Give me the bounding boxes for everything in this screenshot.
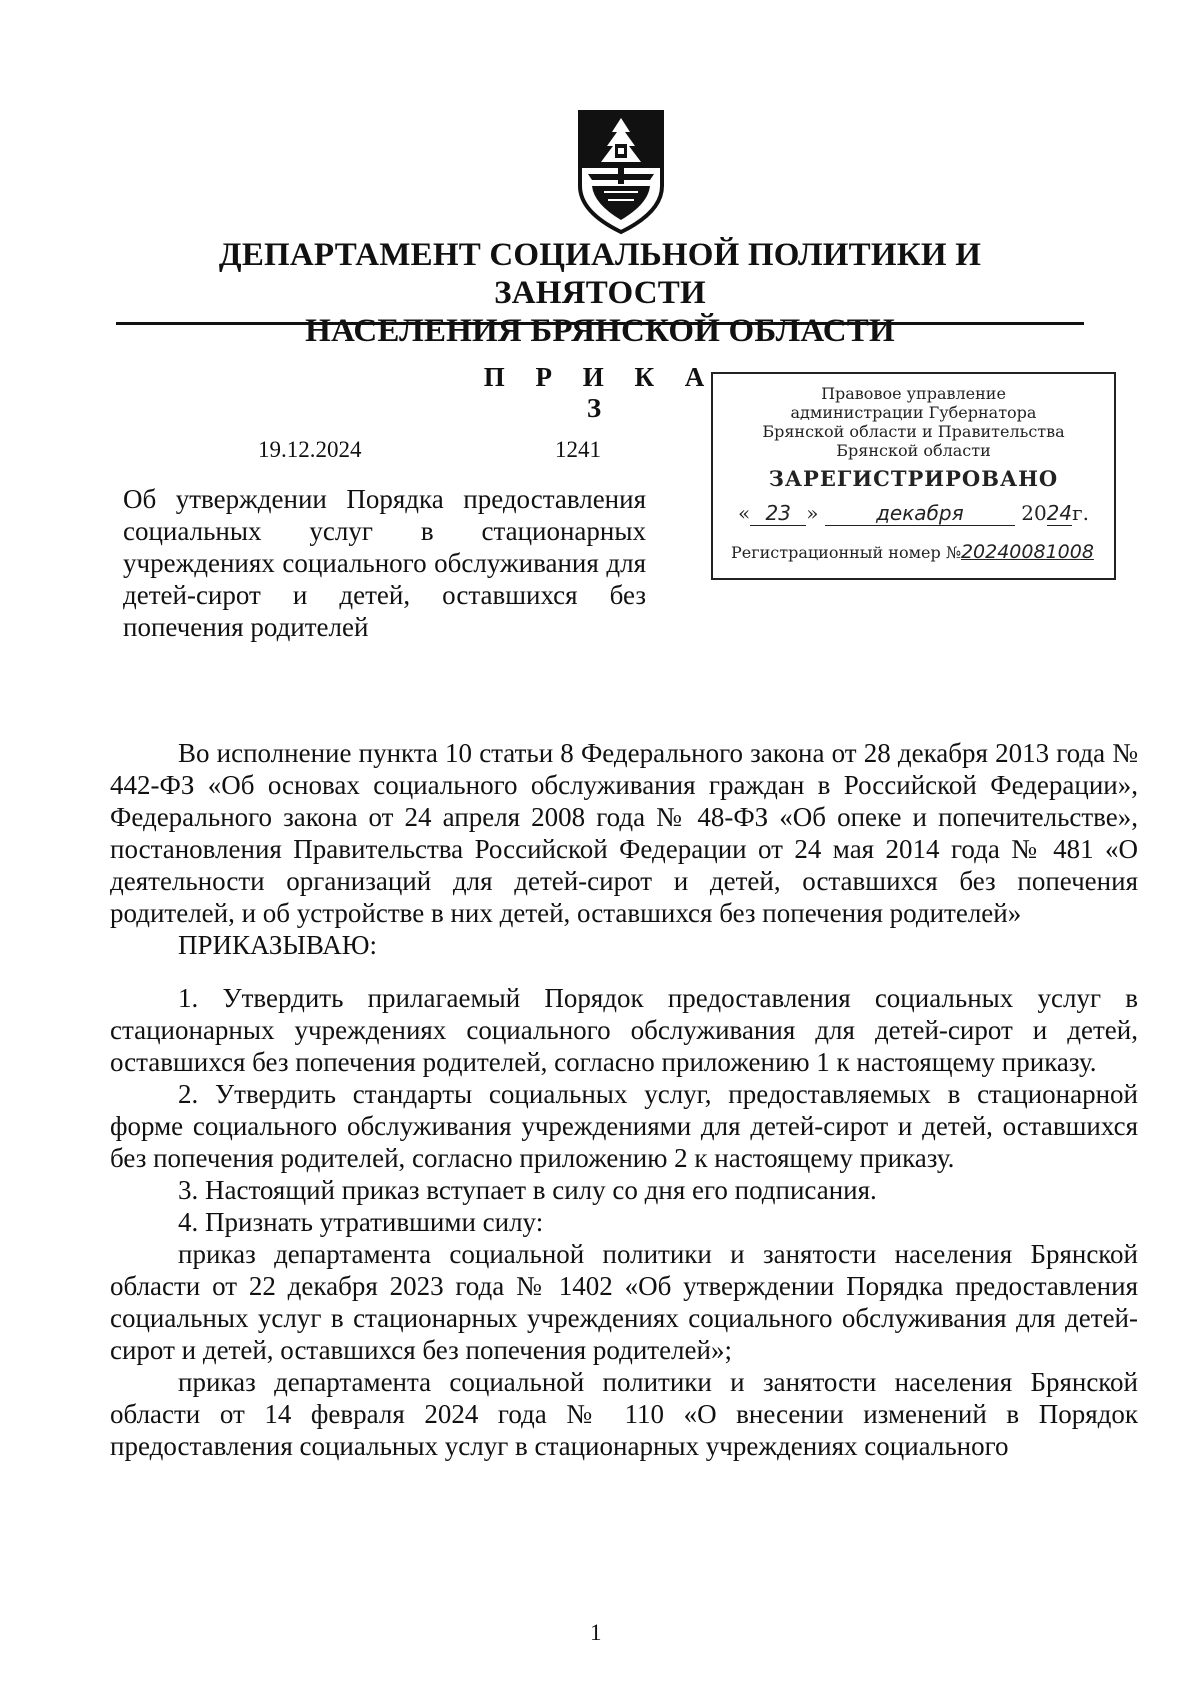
stamp-year-suffix: г. bbox=[1072, 501, 1089, 525]
stamp-line-2: администрации Губернатора bbox=[790, 403, 1037, 422]
stamp-year-prefix: 20 bbox=[1021, 501, 1047, 525]
stamp-line-1: Правовое управление bbox=[821, 384, 1006, 403]
stamp-day: 23 bbox=[750, 501, 806, 526]
stamp-date: « 23 » декабря 2024г. bbox=[738, 501, 1089, 525]
department-header bbox=[120, 236, 1080, 350]
stamp-registered: ЗАРЕГИСТРИРОВАНО bbox=[768, 466, 1059, 491]
page-number: 1 bbox=[590, 1620, 602, 1645]
document-title: Об утверждении Порядка предоставления социальных услуг в стационарных учреждениях социального обслуживания для детей-сирот и детей, оставшихся без попечения родителей bbox=[123, 484, 646, 642]
header-line-2: НАСЕЛЕНИЯ БРЯНСКОЙ ОБЛАСТИ bbox=[305, 313, 895, 349]
header-divider bbox=[116, 322, 1084, 325]
stamp-regnum: 20240081008 bbox=[960, 541, 1094, 563]
stamp-regnum-label: Регистрационный номер № bbox=[731, 543, 961, 562]
order-word: ПРИКАЗЫВАЮ: bbox=[178, 930, 377, 960]
preamble: Во исполнение пункта 10 статьи 8 Федерального закона от 28 декабря 2013 года № 442-ФЗ «Об основах социального обслуживания граждан в Российской Федерации», Федерального закона от 24 апреля 2008 года № 48-ФЗ «Об опеке и попечительстве», постановления Правительства Российской Федерации от 24 мая 2014 года № 481 «О деятельности организаций для детей-сирот и детей, оставшихся без попечения родителей, и об устройстве в них детей, оставшихся без попечения родителей» bbox=[110, 738, 1138, 928]
document-number: 1241 bbox=[555, 437, 601, 462]
stamp-month: декабря bbox=[825, 501, 1015, 526]
registration-stamp bbox=[711, 372, 1116, 580]
item-2: 2. Утвердить стандарты социальных услуг, предоставляемых в стационарной форме социального обслуживания учреждениями для детей-сирот и детей, оставшихся без попечения родителей, согласно приложению 2 к настоящему приказу. bbox=[110, 1079, 1138, 1173]
document-type: П Р И К А З bbox=[483, 362, 717, 423]
stamp-regnum-row bbox=[713, 541, 1114, 563]
item-3: 3. Настоящий приказ вступает в силу со дня его подписания. bbox=[178, 1175, 877, 1205]
document-date: 19.12.2024 bbox=[258, 437, 362, 462]
coat-of-arms-icon bbox=[574, 108, 668, 236]
item-4b: приказ департамента социальной политики и занятости населения Брянской области от 14 февраля 2024 года № 110 «О внесении изменений в Порядок предоставления социальных услуг в стационарных учреждениях социального bbox=[110, 1367, 1138, 1461]
stamp-line-4: Брянской области bbox=[836, 441, 991, 460]
document-body bbox=[110, 737, 1138, 1462]
stamp-year: 24 bbox=[1046, 501, 1073, 525]
item-4: 4. Признать утратившими силу: bbox=[178, 1207, 544, 1237]
header-line-1: ДЕПАРТАМЕНТ СОЦИАЛЬНОЙ ПОЛИТИКИ И ЗАНЯТОСТИ bbox=[218, 237, 982, 311]
item-4a: приказ департамента социальной политики и занятости населения Брянской области от 22 декабря 2023 года № 1402 «Об утверждении Порядка предоставления социальных услуг в стационарных учреждениях социального обслуживания для детей-сирот и детей, оставшихся без попечения родителей»; bbox=[110, 1239, 1138, 1365]
item-1: 1. Утвердить прилагаемый Порядок предоставления социальных услуг в стационарных учреждениях социального обслуживания для детей-сирот и детей, оставшихся без попечения родителей, согласно приложению 1 к настоящему приказу. bbox=[110, 983, 1138, 1077]
stamp-line-3: Брянской области и Правительства bbox=[762, 422, 1065, 441]
